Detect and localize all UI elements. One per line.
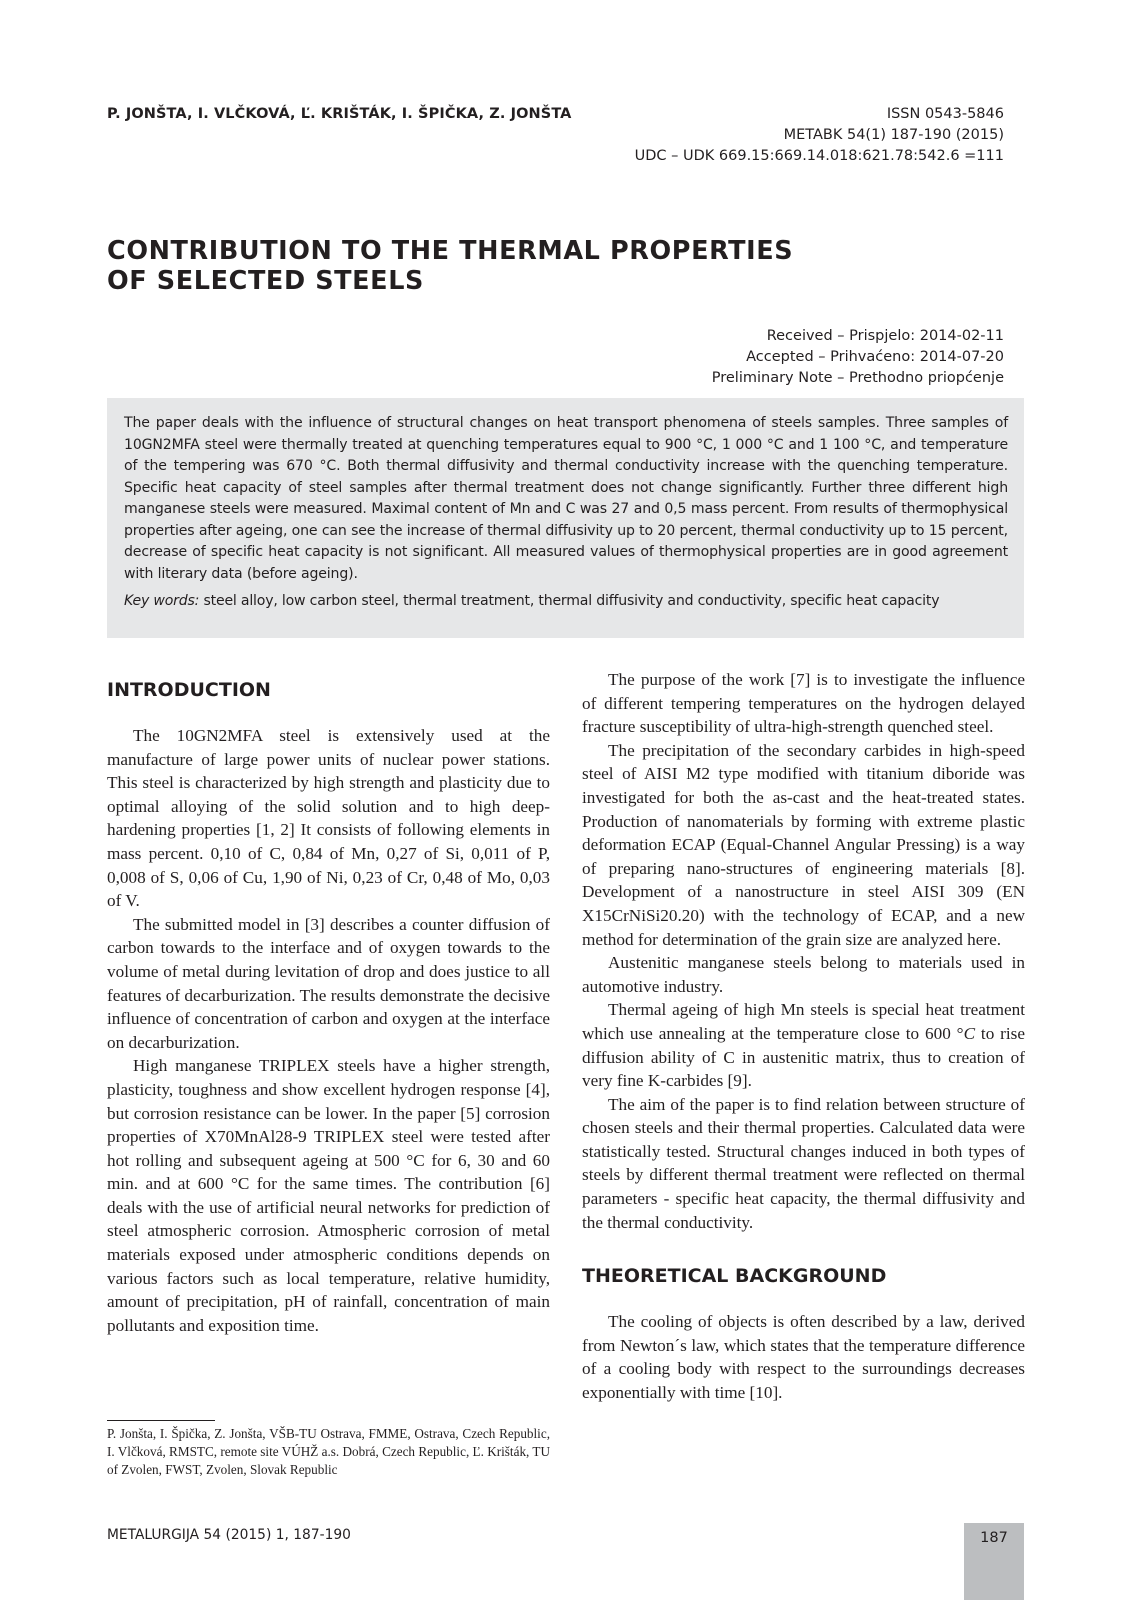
- abstract-box: [107, 398, 1024, 638]
- received-date: Received – Prispjelo: 2014-02-11: [766, 328, 1004, 344]
- italic-unit: C: [963, 1023, 976, 1043]
- issn: ISSN 0543-5846: [886, 106, 1004, 122]
- keywords-list: steel alloy, low carbon steel, thermal treatment, thermal diffusivity and conductivity, specific heat capacity: [199, 593, 940, 609]
- udc-code: UDC – UDK 669.15:669.14.018:621.78:542.6 =111: [634, 148, 1004, 164]
- paragraph: The purpose of the work [7] is to investigate the influence of different tempering temperatures on the hydrogen delayed fracture susceptibility of ultra-high-strength quenched steel.: [582, 670, 1025, 737]
- keywords: [124, 591, 1008, 612]
- page-number: 187: [980, 1530, 1008, 1546]
- footer-journal-citation: METALURGIJA 54 (2015) 1, 187-190: [107, 1527, 351, 1543]
- paragraph: [582, 998, 1025, 1092]
- keywords-label: Key words:: [124, 593, 200, 609]
- section-heading-theoretical-background: THEORETICAL BACKGROUND: [582, 1265, 887, 1288]
- paragraph: The 10GN2MFA steel is extensively used at the manufacture of large power units of nuclear power stations. This steel is characterized by high strength and plasticity due to optimal alloying of the solid solution and to high deep-hardening properties [1, 2] It consists of following elements in mass percent. 0,10 of C, 0,84 of Mn, 0,27 of Si, 0,011 of P, 0,008 of S, 0,06 of Cu, 1,90 of Ni, 0,23 of Cr, 0,48 of Mo, 0,03 of V.: [107, 726, 550, 911]
- right-column: [582, 668, 1025, 1405]
- paper-title: [107, 236, 793, 296]
- submission-dates: [712, 326, 1004, 389]
- paragraph: High manganese TRIPLEX steels have a higher strength, plasticity, toughness and show excellent hydrogen response [4], but corrosion resistance can be lower. In the paper [5] corrosion properties of X70MnAl28-9 TRIPLEX steel were tested after hot rolling and subsequent ageing at 500 °C for 6, 30 and 60 min. and at 600 °C for the same times. The contribution [6] deals with the use of artificial neural networks for prediction of steel atmospheric corrosion. Atmospheric corrosion of metal materials exposed under atmospheric conditions depends on various factors such as local temperature, relative humidity, amount of precipitation, pH of rainfall, concentration of main pollutants and exposition time.: [107, 1056, 550, 1335]
- title-line-2: OF SELECTED STEELS: [107, 266, 425, 296]
- footnote-divider: [107, 1420, 215, 1421]
- abstract-text: The paper deals with the influence of structural changes on heat transport phenomena of steels samples. Three samples of 10GN2MFA steel were thermally treated at quenching temperatures equal to 900 °C, 1 000 °C and 1 100 °C, and temperature of the tempering was 670 °C. Both thermal diffusivity and thermal conductivity increase with the quenching temperature. Specific heat capacity of steel samples after thermal treatment does not change significantly. Further three different high manganese steels were measured. Maximal content of Mn and C was 27 and 0,5 mass percent. From results of thermophysical properties after ageing, one can see the increase of thermal diffusivity up to 20 percent, thermal conductivity up to 15 percent, decrease of specific heat capacity is not significant. All measured values of thermophysical properties are in good agreement with literary data (before ageing).: [124, 415, 1008, 582]
- metabk-citation: METABK 54(1) 187-190 (2015): [783, 127, 1004, 143]
- author-affiliations-footnote: P. Jonšta, I. Špička, Z. Jonšta, VŠB-TU Ostrava, FMME, Ostrava, Czech Republic, I. Vlčková, RMSTC, remote site VÚHŽ a.s. Dobrá, Czech Republic, Ľ. Krišták, TU of Zvolen, FWST, Zvolen, Slovak Republic: [107, 1426, 550, 1477]
- journal-meta: [635, 104, 1004, 167]
- authors-line: P. JONŠTA, I. VLČKOVÁ, Ľ. KRIŠTÁK, I. ŠPIČKA, Z. JONŠTA: [107, 106, 572, 122]
- page-number-box: [964, 1523, 1024, 1600]
- section-heading-introduction: INTRODUCTION: [107, 679, 271, 701]
- accepted-date: Accepted – Prihvaćeno: 2014-07-20: [746, 349, 1004, 365]
- paragraph: The aim of the paper is to find relation between structure of chosen steels and their thermal properties. Calculated data were statistically tested. Structural changes induced in both types of steels by different thermal treatment were reflected on thermal parameters - specific heat capacity, the thermal diffusivity and the thermal conductivity.: [582, 1094, 1025, 1232]
- left-column: [107, 668, 550, 1337]
- paragraph: The precipitation of the secondary carbides in high-speed steel of AISI M2 type modified with titanium diboride was investigated for both the as-cast and the heat-treated states. Production of nanomaterials by forming with extreme plastic deformation ECAP (Equal-Channel Angular Pressing) is a way of preparing nano-structures of engineering materials [8]. Development of a nanostructure in steel AISI 309 (EN X15CrNiSi20.20) with the technology of ECAP, and a new method for determination of the grain size are analyzed here.: [582, 740, 1025, 949]
- paragraph: The submitted model in [3] describes a counter diffusion of carbon towards to the interface and of oxygen towards to the volume of metal during levitation of drop and does justice to all features of decarburization. The results demonstrate the decisive influence of concentration of carbon and oxygen at the interface on decarburization.: [107, 914, 550, 1052]
- title-line-1: CONTRIBUTION TO THE THERMAL PROPERTIES: [107, 236, 794, 266]
- paragraph-text: Thermal ageing of high Mn steels is special heat treatment which use annealing at the temperature close to 600 °: [582, 1000, 1025, 1043]
- paper-type-note: Preliminary Note – Prethodno priopćenje: [711, 370, 1004, 386]
- paragraph-text: to rise diffusion ability of C in austenitic matrix, thus to creation of very fine K-carbides [9].: [582, 1023, 1025, 1091]
- paragraph: The cooling of objects is often described by a law, derived from Newton´s law, which states that the temperature difference of a cooling body with respect to the surroundings decreases exponentially with time [10].: [582, 1312, 1025, 1403]
- paragraph: Austenitic manganese steels belong to materials used in automotive industry.: [582, 953, 1025, 996]
